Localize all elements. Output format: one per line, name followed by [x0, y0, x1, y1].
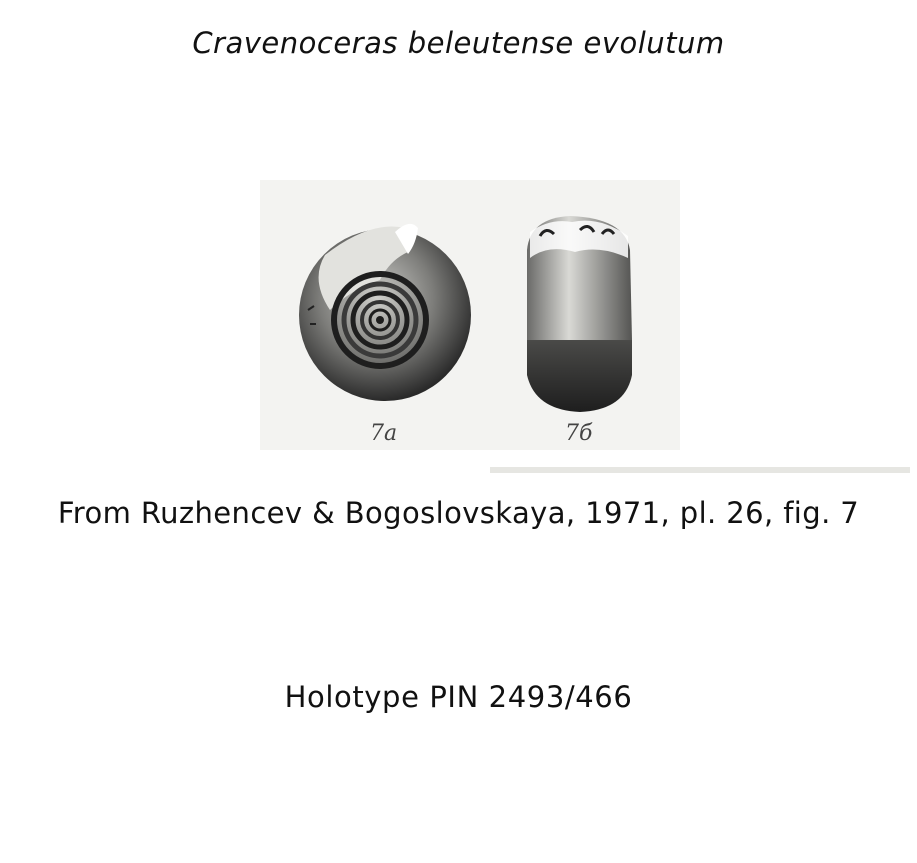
figure-label-a: 7a: [370, 421, 398, 446]
holotype-label: Holotype PIN 2493/466: [284, 680, 633, 714]
fossil-plate-figure: [230, 140, 910, 475]
species-title: Cravenoceras beleutense evolutum: [192, 26, 725, 60]
figure-label-b: 7б: [565, 421, 593, 446]
source-caption: From Ruzhencev & Bogoslovskaya, 1971, pl. 26, fig. 7: [57, 496, 860, 530]
